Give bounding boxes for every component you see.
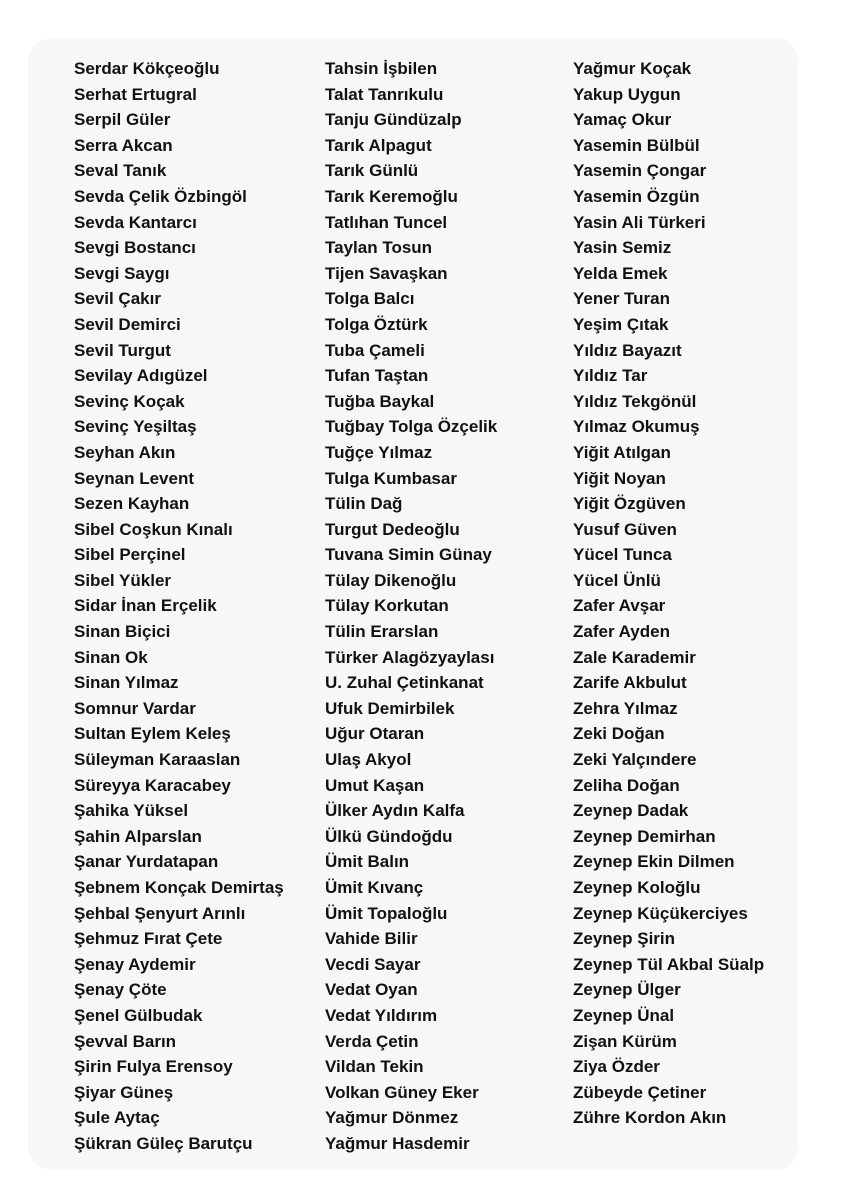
- name-list-item: Tuvana Simin Günay: [325, 545, 492, 565]
- name-list-item: Zeynep Ülger: [573, 980, 681, 1000]
- name-list-item: Tahsin İşbilen: [325, 59, 438, 78]
- name-list-item: Yasemin Çongar: [573, 161, 707, 181]
- name-list-item: Tülay Korkutan: [325, 596, 449, 616]
- name-list-item: Tuğbay Tolga Özçelik: [325, 417, 498, 437]
- name-list-item: Şebnem Konçak Demirtaş: [74, 878, 284, 897]
- name-list-item: Tuba Çameli: [325, 340, 425, 360]
- name-list-item: Ulaş Akyol: [325, 750, 412, 770]
- name-list-item: Zafer Ayden: [573, 622, 670, 642]
- name-list-item: Vecdi Sayar: [325, 954, 421, 974]
- name-list-item: Verda Çetin: [325, 1031, 419, 1051]
- name-list-item: Sinan Ok: [74, 647, 148, 667]
- name-list-item: Talat Tanrıkulu: [325, 84, 444, 104]
- name-list-item: Sibel Coşkun Kınalı: [74, 519, 233, 539]
- name-list-item: Zehra Yılmaz: [573, 698, 678, 718]
- name-list-item: Yağmur Koçak: [573, 59, 692, 78]
- name-list-item: Seyhan Akın: [74, 442, 176, 462]
- name-list-item: Zeynep Ekin Dilmen: [573, 852, 735, 872]
- name-list-item: Yağmur Hasdemir: [325, 1133, 470, 1153]
- name-list-item: Zale Karademir: [573, 647, 696, 667]
- name-list-item: Sevil Demirci: [74, 314, 181, 334]
- name-list-item: Zeki Doğan: [573, 724, 665, 744]
- name-list-item: Süleyman Karaaslan: [74, 750, 241, 770]
- name-list-item: Tarık Alpagut: [325, 135, 432, 155]
- name-list-item: Sevgi Saygı: [74, 263, 170, 283]
- name-list-item: Serpil Güler: [74, 110, 171, 130]
- name-list-item: Vahide Bilir: [325, 929, 418, 949]
- name-list-item: Zeynep Tül Akbal Süalp: [573, 954, 765, 974]
- name-list-item: Vildan Tekin: [325, 1057, 424, 1077]
- name-list-item: Tuğçe Yılmaz: [325, 442, 433, 462]
- name-list-item: Sultan Eylem Keleş: [74, 724, 231, 744]
- name-list-item: Sinan Biçici: [74, 622, 171, 642]
- name-list-item: Sevil Çakır: [74, 289, 161, 309]
- name-list-item: Yasemin Bülbül: [573, 135, 700, 155]
- name-list-item: Turgut Dedeoğlu: [325, 519, 460, 539]
- name-list-item: Yağmur Dönmez: [325, 1108, 459, 1128]
- name-list-item: Ziya Özder: [573, 1057, 660, 1077]
- name-list-item: Yasemin Özgün: [573, 186, 700, 206]
- name-list-item: Tijen Savaşkan: [325, 263, 448, 283]
- name-list-item: Seval Tanık: [74, 161, 167, 181]
- name-list-item: Şenel Gülbudak: [74, 1005, 203, 1025]
- name-list-item: Vedat Yıldırım: [325, 1005, 438, 1025]
- name-list-item: Sevda Çelik Özbingöl: [74, 186, 247, 206]
- name-list-item: Uğur Otaran: [325, 724, 425, 744]
- name-list-item: Seynan Levent: [74, 468, 194, 488]
- name-list-item: Sevda Kantarcı: [74, 212, 197, 232]
- name-column-3: [573, 56, 764, 1131]
- name-list-item: Yamaç Okur: [573, 110, 672, 130]
- name-list-item: Ümit Topaloğlu: [325, 903, 448, 923]
- name-list-item: Şevval Barın: [74, 1031, 177, 1051]
- name-list-item: Sinan Yılmaz: [74, 673, 179, 693]
- name-list-item: Vedat Oyan: [325, 980, 418, 1000]
- name-column-2: [325, 56, 497, 1157]
- name-list-item: Yiğit Noyan: [573, 468, 666, 488]
- name-list-item: Şenay Çöte: [74, 980, 167, 1000]
- name-list-item: Şehbal Şenyurt Arınlı: [74, 903, 246, 923]
- name-list-item: Sidar İnan Erçelik: [74, 596, 217, 616]
- name-list-item: Yasin Ali Türkeri: [573, 212, 706, 232]
- name-list-item: Sevilay Adıgüzel: [74, 366, 208, 386]
- name-list-item: Türker Alagözyaylası: [325, 647, 495, 667]
- name-list-item: Sevil Turgut: [74, 340, 171, 360]
- name-list-item: Tülin Erarslan: [325, 622, 439, 642]
- name-list-item: Yelda Emek: [573, 263, 668, 283]
- name-list-item: Zeynep Koloğlu: [573, 878, 701, 897]
- name-list-item: Zeynep Ünal: [573, 1005, 675, 1025]
- name-list-item: Şahika Yüksel: [74, 801, 189, 821]
- name-list-item: Sibel Yükler: [74, 570, 172, 590]
- name-list-item: Şiyar Güneş: [74, 1082, 174, 1102]
- name-list-item: Serhat Ertugral: [74, 84, 197, 104]
- name-list-item: Tatlıhan Tuncel: [325, 212, 448, 232]
- name-list-item: Şenay Aydemir: [74, 954, 196, 974]
- name-list-item: Sevinç Koçak: [74, 391, 185, 411]
- name-list-item: Yücel Ünlü: [573, 570, 661, 590]
- name-list-item: Ufuk Demirbilek: [325, 698, 455, 718]
- name-list-item: Şükran Güleç Barutçu: [74, 1133, 253, 1153]
- name-list-item: Yiğit Özgüven: [573, 494, 686, 514]
- name-list-item: Ülker Aydın Kalfa: [325, 801, 465, 821]
- name-list-item: Sezen Kayhan: [74, 494, 190, 514]
- name-list-item: Yener Turan: [573, 289, 670, 309]
- name-list-item: U. Zuhal Çetinkanat: [325, 673, 484, 693]
- name-list-item: Serra Akcan: [74, 135, 173, 155]
- name-list-item: Yiğit Atılgan: [573, 442, 671, 462]
- name-list-item: Zarife Akbulut: [573, 673, 687, 693]
- name-list-item: Yasin Semiz: [573, 238, 672, 258]
- name-list-item: Tülay Dikenoğlu: [325, 570, 457, 590]
- name-list-item: Ümit Balın: [325, 852, 410, 872]
- name-list-item: Zühre Kordon Akın: [573, 1108, 727, 1128]
- name-list-item: Süreyya Karacabey: [74, 775, 231, 795]
- name-list-item: Şahin Alparslan: [74, 826, 202, 846]
- name-list-item: Sibel Perçinel: [74, 545, 186, 565]
- name-list-item: Zeliha Doğan: [573, 775, 680, 795]
- name-list-item: Serdar Kökçeoğlu: [74, 59, 220, 78]
- name-list-item: Zeynep Demirhan: [573, 826, 716, 846]
- name-list-item: Yıldız Tekgönül: [573, 391, 697, 411]
- name-list-item: Tarık Günlü: [325, 161, 419, 181]
- name-list-item: Tarık Keremoğlu: [325, 186, 458, 206]
- name-list-item: Tanju Gündüzalp: [325, 110, 462, 130]
- name-list-item: Zeki Yalçındere: [573, 750, 697, 770]
- name-list-item: Tolga Öztürk: [325, 314, 428, 334]
- name-list-item: Yusuf Güven: [573, 519, 677, 539]
- name-list-item: Zeynep Şirin: [573, 929, 676, 949]
- name-list-item: Yıldız Bayazıt: [573, 340, 682, 360]
- name-list-item: Yeşim Çıtak: [573, 314, 669, 334]
- name-list-item: Yıldız Tar: [573, 366, 648, 386]
- name-list-item: Şehmuz Fırat Çete: [74, 929, 223, 949]
- name-list-item: Taylan Tosun: [325, 238, 433, 258]
- name-list-item: Tufan Taştan: [325, 366, 429, 386]
- name-list-item: Şanar Yurdatapan: [74, 852, 219, 872]
- name-list-item: Zişan Kürüm: [573, 1031, 677, 1051]
- name-list-item: Şule Aytaç: [74, 1108, 160, 1128]
- name-list-item: Ümit Kıvanç: [325, 878, 424, 897]
- name-list-item: Yücel Tunca: [573, 545, 672, 565]
- name-list-item: Zeynep Dadak: [573, 801, 689, 821]
- name-list-item: Tulga Kumbasar: [325, 468, 457, 488]
- name-list-item: Umut Kaşan: [325, 775, 425, 795]
- name-list-item: Yılmaz Okumuş: [573, 417, 700, 437]
- name-list-item: Zübeyde Çetiner: [573, 1082, 707, 1102]
- name-list-item: Tuğba Baykal: [325, 391, 435, 411]
- name-list-item: Sevgi Bostancı: [74, 238, 196, 258]
- name-list-item: Somnur Vardar: [74, 698, 196, 718]
- name-list-item: Ülkü Gündoğdu: [325, 826, 453, 846]
- name-list-item: Zafer Avşar: [573, 596, 666, 616]
- name-column-1: [74, 56, 284, 1157]
- name-list-item: Şirin Fulya Erensoy: [74, 1057, 233, 1077]
- name-list-item: Zeynep Küçükerciyes: [573, 903, 748, 923]
- name-list-item: Sevinç Yeşiltaş: [74, 417, 197, 437]
- name-list-item: Volkan Güney Eker: [325, 1082, 479, 1102]
- name-list-item: Tülin Dağ: [325, 494, 403, 514]
- name-list-item: Yakup Uygun: [573, 84, 681, 104]
- name-list-item: Tolga Balcı: [325, 289, 415, 309]
